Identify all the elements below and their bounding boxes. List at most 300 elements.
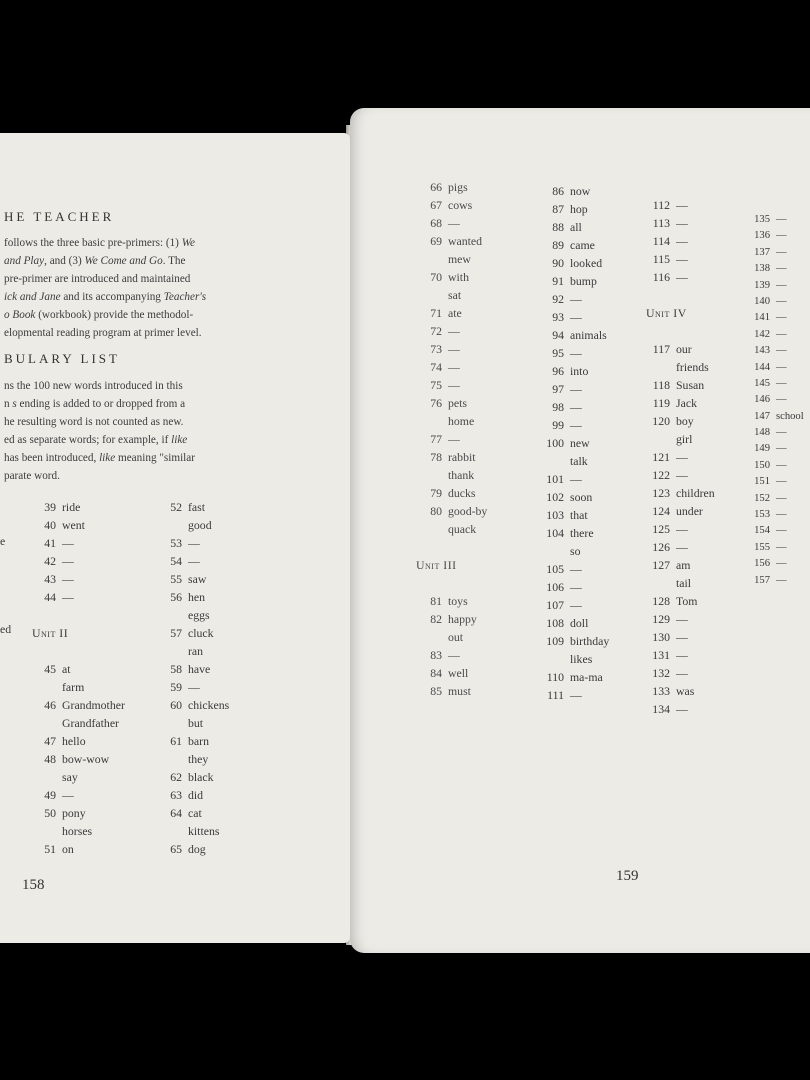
word-entry [32, 516, 125, 534]
word-entry [32, 768, 125, 786]
word-entry [538, 596, 609, 614]
word-entry [646, 322, 715, 340]
italic-text: We [181, 237, 195, 249]
word-entry [746, 523, 804, 539]
word-number: 148 [754, 427, 770, 439]
word-entry [416, 376, 487, 394]
word-entry [646, 610, 715, 628]
word-entry [746, 441, 804, 457]
word-entry [646, 430, 715, 448]
vocabulary-word: ran [188, 644, 204, 658]
italic-text: We Come and Go [84, 255, 163, 267]
word-number: 93 [552, 310, 564, 324]
vocabulary-word: on [62, 842, 74, 856]
word-number: 102 [546, 490, 564, 504]
margin-fragment: e [0, 534, 6, 548]
word-number: 132 [652, 666, 670, 680]
word-entry [746, 261, 804, 277]
heading-teacher: HE TEACHER [4, 209, 115, 224]
vocabulary-word: Susan [676, 378, 705, 392]
word-entry [158, 534, 229, 552]
word-entry [538, 542, 609, 560]
vocabulary-word: — [676, 630, 688, 644]
vocabulary-word: cluck [188, 626, 214, 640]
paragraph-text: pre-primer are introduced and maintained [4, 273, 191, 285]
vocabulary-word: — [676, 666, 688, 680]
word-number: 77 [430, 432, 442, 446]
heading-vocabulary-list: BULARY LIST [4, 351, 120, 366]
vocabulary-word: — [448, 648, 460, 662]
word-number: 138 [754, 263, 770, 275]
word-entry [32, 660, 125, 678]
word-number [646, 574, 670, 592]
word-number [158, 606, 182, 624]
vocabulary-word: — [776, 230, 787, 242]
word-entry [746, 556, 804, 572]
paragraph-text: parate word. [4, 470, 60, 482]
word-entry [746, 458, 804, 474]
word-entry [646, 700, 715, 718]
word-entry [158, 588, 229, 606]
vocabulary-word: — [776, 295, 787, 307]
word-number: 108 [546, 616, 564, 630]
word-number: 104 [546, 526, 564, 540]
word-number: 112 [652, 198, 670, 212]
word-entry [538, 470, 609, 488]
vocabulary-word: — [570, 688, 582, 702]
word-entry [416, 502, 487, 520]
word-number [32, 714, 56, 732]
word-number: 111 [547, 688, 564, 702]
word-entry [746, 507, 804, 523]
word-entry [746, 540, 804, 556]
word-entry [416, 574, 487, 592]
word-entry [32, 570, 125, 588]
vocabulary-word: saw [188, 572, 207, 586]
word-entry [538, 434, 609, 452]
vocabulary-word: school [776, 410, 804, 422]
word-number: 71 [430, 306, 442, 320]
word-entry [538, 182, 609, 200]
word-number: 115 [652, 252, 670, 266]
word-entry [32, 678, 125, 696]
word-number: 109 [546, 634, 564, 648]
word-entry [416, 340, 487, 358]
word-entry [32, 786, 125, 804]
vocabulary-word: — [776, 574, 787, 586]
vocabulary-word: tail [676, 576, 692, 590]
word-entry [32, 606, 125, 624]
word-number: 41 [44, 536, 56, 550]
word-number [158, 642, 182, 660]
word-entry [32, 732, 125, 750]
vocabulary-word: bow-wow [62, 752, 110, 766]
word-entry [538, 668, 609, 686]
word-number: 151 [754, 476, 770, 488]
word-entry [416, 466, 487, 484]
word-entry [746, 278, 804, 294]
vocabulary-word: cat [188, 806, 202, 820]
word-number: 110 [546, 670, 564, 684]
word-entry [538, 380, 609, 398]
vocabulary-word: under [676, 504, 703, 518]
word-number: 42 [44, 554, 56, 568]
vocabulary-word: now [570, 184, 591, 198]
vocabulary-word: — [188, 680, 200, 694]
word-entry [746, 376, 804, 392]
word-number: 59 [170, 680, 182, 694]
word-entry [746, 573, 804, 589]
word-entry [646, 520, 715, 538]
word-entry [538, 452, 609, 470]
word-entry [538, 272, 609, 290]
word-number: 121 [652, 450, 670, 464]
word-number: 44 [44, 590, 56, 604]
word-number: 55 [170, 572, 182, 586]
vocabulary-word: hen [188, 590, 206, 604]
vocabulary-word: — [776, 525, 787, 537]
vocabulary-word: — [676, 612, 688, 626]
vocabulary-word: went [62, 518, 85, 532]
italic-text: s [12, 398, 17, 410]
word-number: 78 [430, 450, 442, 464]
vocabulary-word: — [776, 361, 787, 373]
word-entry [538, 506, 609, 524]
vocabulary-word: that [570, 508, 588, 522]
word-number: 117 [652, 342, 670, 356]
vocabulary-word: so [570, 544, 581, 558]
word-number: 135 [754, 214, 770, 225]
vocabulary-word: eggs [188, 608, 210, 622]
word-number [158, 516, 182, 534]
word-entry [538, 218, 609, 236]
word-number: 88 [552, 220, 564, 234]
word-entry [746, 474, 804, 490]
word-column-right-3 [646, 196, 715, 718]
vocabulary-word: have [188, 662, 211, 676]
word-number [158, 822, 182, 840]
word-entry [646, 628, 715, 646]
word-column-right-4 [746, 212, 804, 589]
word-entry [746, 425, 804, 441]
word-column-left-2 [158, 498, 229, 858]
vocabulary-word: was [676, 684, 695, 698]
word-entry [646, 556, 715, 574]
word-number: 107 [546, 598, 564, 612]
word-number: 39 [44, 500, 56, 514]
word-number: 70 [430, 270, 442, 284]
vocabulary-word: came [570, 238, 595, 252]
word-number: 113 [652, 216, 670, 230]
word-number: 142 [754, 328, 770, 340]
vocabulary-word: doll [570, 616, 589, 630]
vocabulary-word: — [676, 234, 688, 248]
vocabulary-word: barn [188, 734, 209, 748]
vocabulary-word: — [776, 427, 787, 439]
vocabulary-word: horses [62, 824, 93, 838]
word-entry [158, 804, 229, 822]
word-entry [32, 714, 125, 732]
word-number: 91 [552, 274, 564, 288]
vocabulary-word: into [570, 364, 589, 378]
word-entry [416, 412, 487, 430]
word-entry [538, 200, 609, 218]
word-entry [746, 327, 804, 343]
vocabulary-word: with [448, 270, 469, 284]
vocabulary-word: there [570, 526, 594, 540]
vocabulary-word: ma-ma [570, 670, 603, 684]
word-entry [538, 236, 609, 254]
word-entry [746, 245, 804, 261]
vocabulary-word: — [676, 270, 688, 284]
word-entry [158, 750, 229, 768]
vocabulary-word: — [776, 246, 787, 258]
word-number: 155 [754, 541, 770, 553]
word-number: 81 [430, 594, 442, 608]
word-entry [646, 232, 715, 250]
word-number: 125 [652, 522, 670, 536]
vocabulary-word: Grandmother [62, 698, 125, 712]
word-number: 74 [430, 360, 442, 374]
paragraph-text: follows the three basic pre-primers: (1) [4, 237, 182, 249]
word-entry [646, 268, 715, 286]
vocabulary-word: — [570, 400, 582, 414]
word-number: 124 [652, 504, 670, 518]
vocabulary-word: toys [448, 594, 468, 608]
word-number: 63 [170, 788, 182, 802]
word-entry [646, 394, 715, 412]
vocabulary-word: pony [62, 806, 86, 820]
vocabulary-word: — [62, 536, 74, 550]
word-entry [538, 524, 609, 542]
word-entry [416, 322, 487, 340]
unit-heading: Unit III [416, 558, 457, 572]
vocabulary-word: looked [570, 256, 603, 270]
vocabulary-word: talk [570, 454, 588, 468]
word-number: 130 [652, 630, 670, 644]
paragraph-text: ed as separate words; for example, if [4, 434, 172, 446]
word-entry [32, 822, 125, 840]
vocabulary-word: ducks [448, 486, 476, 500]
word-number: 101 [546, 472, 564, 486]
vocabulary-word: rabbit [448, 450, 476, 464]
word-column-right-1 [416, 178, 487, 700]
word-number: 129 [652, 612, 670, 626]
word-entry [538, 290, 609, 308]
word-number: 87 [552, 202, 564, 216]
vocabulary-word: thank [448, 468, 475, 482]
vocabulary-word: happy [448, 612, 477, 626]
word-entry [158, 516, 229, 534]
word-number: 131 [652, 648, 670, 662]
word-entry [538, 686, 609, 704]
vocabulary-word: — [776, 459, 787, 471]
vocabulary-word: — [448, 216, 460, 230]
vocabulary-word: soon [570, 490, 593, 504]
word-number [416, 466, 442, 484]
vocabulary-word: — [570, 382, 582, 396]
vocabulary-word: — [62, 554, 74, 568]
word-number: 75 [430, 378, 442, 392]
word-entry [646, 448, 715, 466]
italic-text: and Play [4, 255, 45, 267]
vocabulary-word: — [776, 476, 787, 488]
word-number: 149 [754, 443, 770, 455]
paragraph-text: elopmental reading program at primer level. [4, 327, 202, 339]
word-number: 96 [552, 364, 564, 378]
word-number: 141 [754, 312, 770, 324]
vocabulary-word: — [776, 279, 787, 291]
word-number: 79 [430, 486, 442, 500]
word-entry [646, 664, 715, 682]
word-number: 144 [754, 361, 770, 373]
vocabulary-word: did [188, 788, 204, 802]
word-entry [646, 196, 715, 214]
word-entry [646, 358, 715, 376]
vocabulary-word: bump [570, 274, 597, 288]
word-number [416, 520, 442, 538]
word-entry [746, 491, 804, 507]
word-entry [538, 416, 609, 434]
paragraph-text: has been introduced, [4, 452, 100, 464]
word-entry [746, 409, 804, 425]
word-entry [746, 310, 804, 326]
word-number [416, 574, 442, 592]
word-number: 143 [754, 345, 770, 357]
word-number: 136 [754, 230, 770, 242]
word-number: 145 [754, 377, 770, 389]
word-number: 67 [430, 198, 442, 212]
word-number: 122 [652, 468, 670, 482]
word-entry [416, 196, 487, 214]
word-number: 51 [44, 842, 56, 856]
word-number: 98 [552, 400, 564, 414]
vocabulary-word: girl [676, 432, 693, 446]
word-entry [416, 664, 487, 682]
word-number: 157 [754, 574, 770, 586]
vocabulary-word: cows [448, 198, 473, 212]
word-number: 100 [546, 436, 564, 450]
word-entry [746, 212, 804, 228]
word-number: 119 [652, 396, 670, 410]
vocabulary-word: at [62, 662, 71, 676]
word-number: 54 [170, 554, 182, 568]
vocabulary-word: — [776, 541, 787, 553]
word-entry [158, 624, 229, 642]
word-number: 133 [652, 684, 670, 698]
word-number: 89 [552, 238, 564, 252]
word-entry [416, 250, 487, 268]
word-number [538, 650, 564, 668]
word-entry [746, 228, 804, 244]
word-number: 154 [754, 525, 770, 537]
vocabulary-word: — [676, 702, 688, 716]
word-number: 99 [552, 418, 564, 432]
vocabulary-word: — [570, 418, 582, 432]
vocabulary-word: — [676, 216, 688, 230]
word-number: 128 [652, 594, 670, 608]
word-entry [416, 268, 487, 286]
page-number-right: 159 [616, 868, 639, 884]
vocabulary-word: — [776, 492, 787, 504]
vocabulary-word: — [776, 312, 787, 324]
word-number [32, 642, 56, 660]
word-entry [538, 308, 609, 326]
word-number: 116 [652, 270, 670, 284]
vocabulary-word: — [676, 198, 688, 212]
word-number: 139 [754, 279, 770, 291]
word-entry [538, 632, 609, 650]
word-number: 73 [430, 342, 442, 356]
vocabulary-word: — [776, 509, 787, 521]
vocabulary-word: ride [62, 500, 81, 514]
word-number: 92 [552, 292, 564, 306]
vocabulary-word: but [188, 716, 204, 730]
word-number [416, 250, 442, 268]
vocabulary-word: boy [676, 414, 694, 428]
vocabulary-word: pets [448, 396, 468, 410]
word-number: 80 [430, 504, 442, 518]
vocabulary-word: animals [570, 328, 607, 342]
vocabulary-word: — [570, 346, 582, 360]
paragraph-text: n [4, 398, 13, 410]
word-entry [158, 678, 229, 696]
word-number: 61 [170, 734, 182, 748]
vocabulary-word: — [776, 328, 787, 340]
word-entry [32, 696, 125, 714]
vocabulary-word: Jack [676, 396, 697, 410]
word-entry [646, 538, 715, 556]
word-number [416, 628, 442, 646]
vocabulary-word: — [676, 648, 688, 662]
word-entry [416, 358, 487, 376]
vocabulary-word: must [448, 684, 471, 698]
word-entry [32, 642, 125, 660]
vocabulary-word: ate [448, 306, 462, 320]
word-entry [646, 286, 715, 304]
vocabulary-word: new [570, 436, 590, 450]
word-entry [646, 412, 715, 430]
italic-text: like [171, 434, 188, 446]
word-number [32, 768, 56, 786]
word-entry [646, 592, 715, 610]
vocabulary-word: — [776, 214, 787, 225]
vocabulary-word: — [676, 450, 688, 464]
word-entry [416, 592, 487, 610]
word-entry [538, 344, 609, 362]
word-entry [646, 466, 715, 484]
vocabulary-paragraph [4, 377, 195, 485]
vocabulary-word: pigs [448, 180, 468, 194]
word-number: 94 [552, 328, 564, 342]
vocabulary-word: — [676, 522, 688, 536]
vocabulary-word: out [448, 630, 464, 644]
word-number: 40 [44, 518, 56, 532]
word-number: 69 [430, 234, 442, 248]
vocabulary-word: — [676, 468, 688, 482]
word-entry [32, 840, 125, 858]
word-entry [158, 768, 229, 786]
margin-fragment: ed [0, 622, 12, 636]
word-number: 103 [546, 508, 564, 522]
vocabulary-word: — [448, 360, 460, 374]
paragraph-text: (workbook) provide the methodol- [35, 309, 194, 321]
word-entry [158, 732, 229, 750]
word-number: 146 [754, 394, 770, 406]
vocabulary-word: — [776, 394, 787, 406]
word-number: 152 [754, 492, 770, 504]
word-number [538, 452, 564, 470]
